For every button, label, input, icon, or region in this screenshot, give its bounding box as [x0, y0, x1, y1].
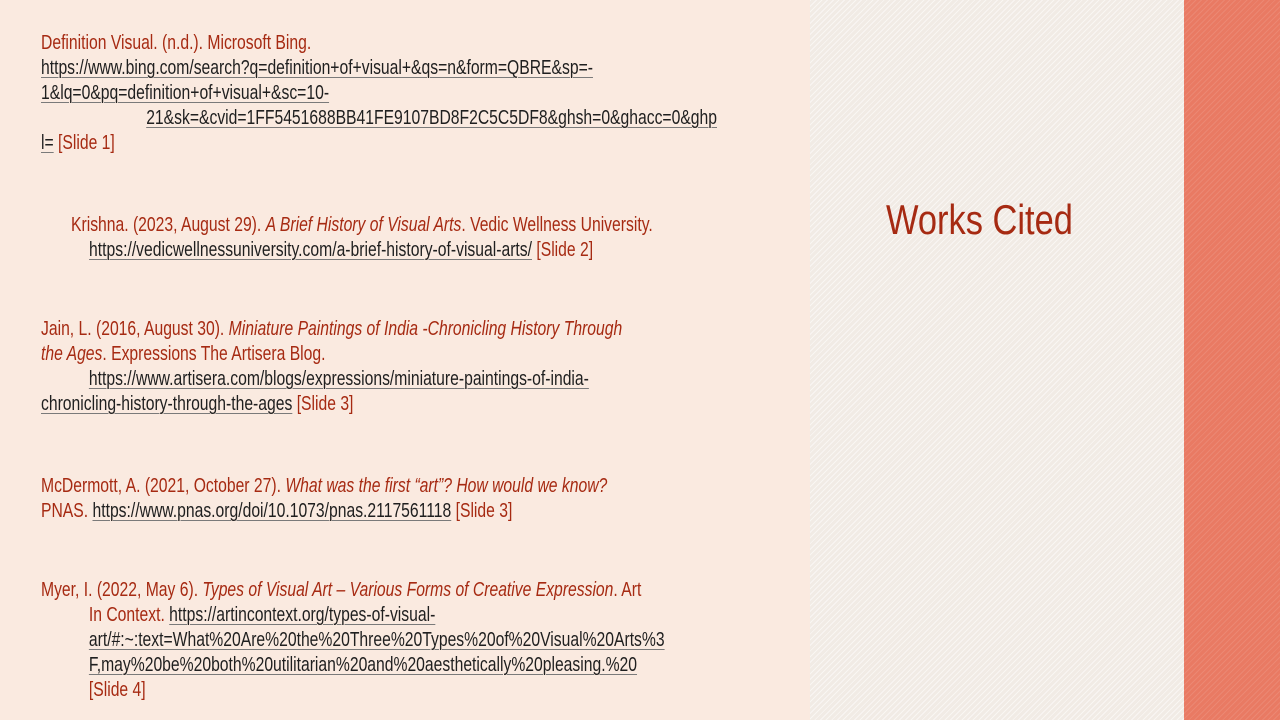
accent-bar	[1184, 0, 1280, 720]
citation-author: Myer, I. (2022, May 6).	[41, 579, 203, 601]
slide-reference: [Slide 1]	[58, 132, 115, 154]
citation-text: Definition Visual. (n.d.). Microsoft Bing.	[41, 32, 312, 54]
citation-author: McDermott, A. (2021, October 27).	[41, 475, 286, 497]
citation-publisher: In Context.	[88, 604, 165, 626]
citation-mcdermott	[41, 474, 748, 524]
citation-myer	[41, 578, 748, 703]
citation-publisher: . Expressions The Artisera Blog.	[102, 343, 326, 365]
slide-title: Works Cited	[886, 196, 1073, 243]
citation-link[interactable]: 1&lq=0&pq=definition+of+visual+&sc=10-	[41, 82, 330, 104]
citation-author: Krishna. (2023, August 29).	[71, 214, 266, 236]
citation-publisher: . Art	[613, 579, 642, 601]
citation-link[interactable]: art/#:~:text=What%20Are%20the%20Three%20Types%20of%20Visual%20Arts%3	[88, 629, 665, 651]
citation-krishna	[71, 213, 778, 263]
citation-title: Miniature Paintings of India -Chronicling History Through	[228, 318, 623, 340]
citation-link[interactable]: chronicling-history-through-the-ages	[41, 393, 293, 415]
citation-title: Types of Visual Art – Various Forms of Creative Expression	[202, 579, 614, 601]
citation-link[interactable]: F,may%20be%20both%20utilitarian%20and%20aesthetically%20pleasing.%20	[88, 654, 638, 676]
citation-title: A Brief History of Visual Arts	[265, 214, 462, 236]
citation-publisher: . Vedic Wellness University.	[461, 214, 653, 236]
citation-publisher: PNAS.	[41, 500, 89, 522]
citation-title: the Ages	[41, 343, 103, 365]
citation-link[interactable]: l=	[41, 132, 54, 154]
slide-reference: [Slide 2]	[536, 239, 594, 261]
slide-reference: [Slide 3]	[296, 393, 354, 415]
citation-bing	[41, 31, 748, 156]
citation-jain	[41, 317, 748, 417]
citation-title: What was the first “art”? How would we know?	[285, 475, 608, 497]
citation-link[interactable]: 21&sk=&cvid=1FF5451688BB41FE9107BD8F2C5C5DF8&ghsh=0&ghacc=0&ghp	[146, 107, 717, 129]
citation-author: Jain, L. (2016, August 30).	[41, 318, 229, 340]
citation-link[interactable]: https://www.pnas.org/doi/10.1073/pnas.2117561118	[92, 500, 452, 522]
title-panel	[810, 0, 1184, 720]
slide-reference: [Slide 3]	[455, 500, 513, 522]
citation-link[interactable]: https://www.bing.com/search?q=definition+of+visual+&qs=n&form=QBRE&sp=-	[41, 57, 593, 79]
citation-link[interactable]: https://vedicwellnessuniversity.com/a-brief-history-of-visual-arts/	[89, 239, 532, 261]
slide-reference: [Slide 4]	[88, 679, 146, 701]
citation-link[interactable]: https://www.artisera.com/blogs/expressions/miniature-paintings-of-india-	[88, 368, 589, 390]
citation-link[interactable]: https://artincontext.org/types-of-visual-	[169, 604, 436, 626]
